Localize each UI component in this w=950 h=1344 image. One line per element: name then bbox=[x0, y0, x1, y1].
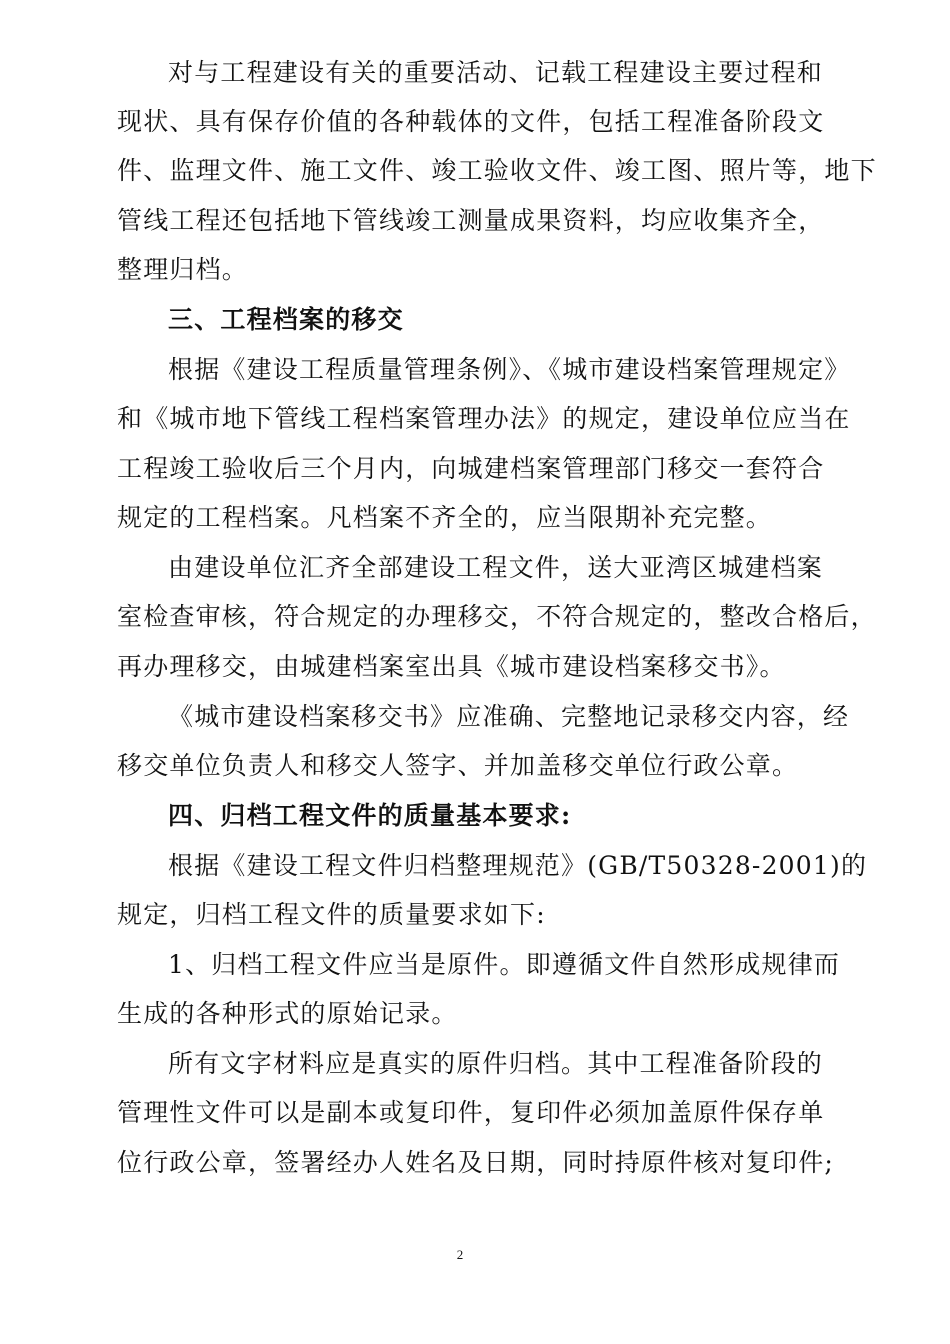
body-text-line: 件、监理文件、施工文件、竣工验收文件、竣工图、照片等，地下 bbox=[117, 156, 877, 185]
page-number: 2 bbox=[456, 1247, 464, 1262]
body-text-line: 规定的工程档案。凡档案不齐全的，应当限期补充完整。 bbox=[117, 503, 773, 532]
body-text-line: 现状、具有保存价值的各种载体的文件，包括工程准备阶段文 bbox=[117, 107, 825, 136]
section-heading-3: 三、工程档案的移交 bbox=[168, 305, 404, 334]
body-text-line: 根据《建设工程文件归档整理规范》(GB/T50328-2001)的 bbox=[168, 851, 868, 880]
body-text-line: 规定，归档工程文件的质量要求如下: bbox=[117, 900, 546, 929]
body-text-line: 再办理移交，由城建档案室出具《城市建设档案移交书》。 bbox=[117, 652, 786, 681]
body-text-line: 工程竣工验收后三个月内，向城建档案管理部门移交一套符合 bbox=[117, 454, 825, 483]
body-text-line: 管理性文件可以是副本或复印件，复印件必须加盖原件保存单 bbox=[117, 1098, 825, 1127]
body-text-line: 由建设单位汇齐全部建设工程文件，送大亚湾区城建档案 bbox=[168, 553, 824, 582]
section-heading-4: 四、归档工程文件的质量基本要求: bbox=[168, 801, 572, 830]
body-text-line: 1、归档工程文件应当是原件。即遵循文件自然形成规律而 bbox=[168, 950, 841, 979]
body-text-line: 所有文字材料应是真实的原件归档。其中工程准备阶段的 bbox=[168, 1049, 824, 1078]
body-text-line: 整理归档。 bbox=[117, 255, 249, 284]
body-text-line: 对与工程建设有关的重要活动、记载工程建设主要过程和 bbox=[168, 58, 824, 87]
body-text-line: 位行政公章，签署经办人姓名及日期，同时持原件核对复印件; bbox=[117, 1148, 835, 1177]
body-text-line: 生成的各种形式的原始记录。 bbox=[117, 999, 458, 1028]
body-text-line: 移交单位负责人和移交人签字、并加盖移交单位行政公章。 bbox=[117, 751, 799, 780]
body-text-line: 管线工程还包括地下管线竣工测量成果资料，均应收集齐全， bbox=[117, 206, 825, 235]
body-text-line: 室检查审核，符合规定的办理移交，不符合规定的，整改合格后， bbox=[117, 602, 877, 631]
body-text-line: 和《城市地下管线工程档案管理办法》的规定，建设单位应当在 bbox=[117, 404, 851, 433]
body-text-line: 《城市建设档案移交书》应准确、完整地记录移交内容，经 bbox=[168, 702, 850, 731]
body-text-line: 根据《建设工程质量管理条例》、《城市建设档案管理规定》 bbox=[168, 355, 851, 384]
